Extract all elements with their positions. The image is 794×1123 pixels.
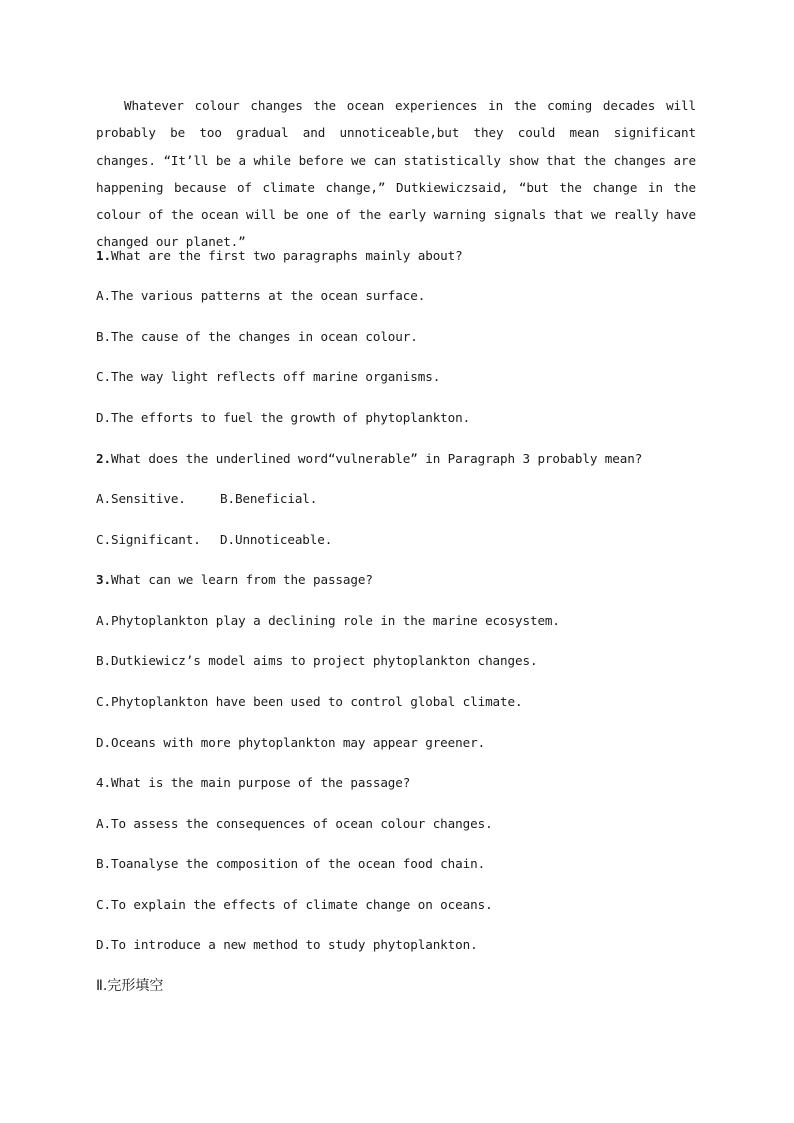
question-number: 3.: [96, 572, 111, 587]
question-2-option-b: B.Beneficial.: [220, 491, 318, 506]
question-text: What is the main purpose of the passage?: [110, 775, 411, 790]
question-2-option-a: A.Sensitive.: [96, 491, 186, 506]
passage-text: Whatever colour changes the ocean experiences in the coming decades will probably be too gradual and unnoticeable,but they could mean significant changes. “It’ll be a while before we can statistically show that the changes are happening because of climate change,” Dutkiewiczsaid, “but the change in the colour of the ocean will be one of the early warning signals that we really have changed our planet.”: [96, 98, 696, 250]
question-1-option-c: C.The way light reflects off marine organisms.: [96, 369, 441, 384]
question-3-option-a: A.Phytoplankton play a declining role in the marine ecosystem.: [96, 613, 560, 628]
question-2-options-row-2: [96, 530, 396, 550]
question-4-option-b: B.Toanalyse the composition of the ocean food chain.: [96, 856, 486, 871]
question-1-option-b: B.The cause of the changes in ocean colour.: [96, 329, 418, 344]
question-4-option-a: A.To assess the consequences of ocean colour changes.: [96, 816, 493, 831]
question-number: 1.: [96, 248, 111, 263]
question-1-option-d: D.The efforts to fuel the growth of phytoplankton.: [96, 410, 471, 425]
question-2-option-d: D.Unnoticeable.: [220, 532, 333, 547]
question-number: 2.: [96, 451, 111, 466]
question-text: What are the first two paragraphs mainly about?: [110, 248, 463, 263]
question-2-stem: [96, 449, 642, 469]
question-3-option-c: C.Phytoplankton have been used to control global climate.: [96, 694, 523, 709]
question-2-options-row-1: [96, 489, 396, 509]
question-1-stem: [96, 246, 463, 266]
question-4-option-d: D.To introduce a new method to study phytoplankton.: [96, 937, 478, 952]
question-text: What can we learn from the passage?: [110, 572, 373, 587]
question-3-option-b: B.Dutkiewicz’s model aims to project phytoplankton changes.: [96, 653, 538, 668]
question-1-option-a: A.The various patterns at the ocean surface.: [96, 288, 426, 303]
question-3-stem: [96, 570, 373, 590]
question-2-option-c: C.Significant.: [96, 532, 201, 547]
question-4-option-c: C.To explain the effects of climate change on oceans.: [96, 897, 493, 912]
question-3-option-d: D.Oceans with more phytoplankton may appear greener.: [96, 735, 486, 750]
question-4-stem: [96, 773, 410, 793]
passage-paragraph: [96, 92, 696, 256]
question-text: What does the underlined word“vulnerable” in Paragraph 3 probably mean?: [110, 451, 643, 466]
section-heading: Ⅱ.完形填空: [96, 978, 164, 994]
question-number: 4.: [96, 775, 111, 790]
